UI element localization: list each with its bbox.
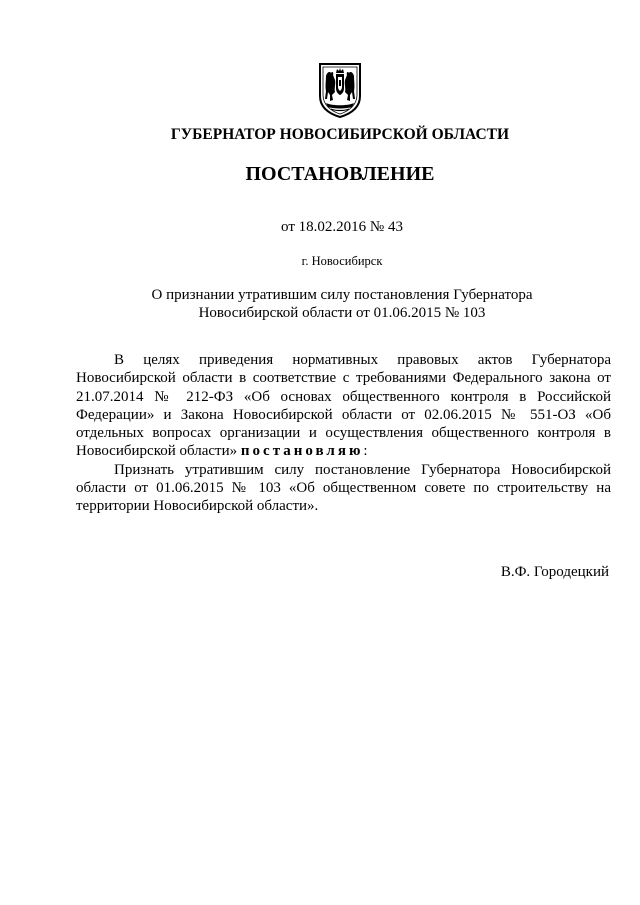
body-paragraph-1 bbox=[76, 351, 611, 461]
coat-of-arms-icon bbox=[317, 62, 363, 118]
document-type-heading: ПОСТАНОВЛЕНИЕ bbox=[245, 163, 435, 185]
subject-line-1: О признании утратившим силу постановления Губернатора bbox=[151, 287, 533, 303]
paragraph-1-text: В целях приведения нормативных правовых актов Губернатора Новосибирской области в соответствие с требованиями Федерального закона от 21.07.2014 № 212-ФЗ «Об основах общественного контроля в Российской Федерации» и Закона Новосибирской области от 02.06.2015 № 551-ОЗ «Об отдельных вопросах организации и осуществления общественного контроля в Новосибирской области» bbox=[76, 352, 611, 460]
resolution-keyword: постановляю bbox=[240, 443, 364, 460]
date-number-line: от 18.02.2016 № 43 bbox=[281, 219, 403, 235]
paragraph-1-end: : bbox=[363, 443, 368, 460]
city-line: г. Новосибирск bbox=[301, 254, 383, 268]
document-subject bbox=[0, 286, 640, 322]
governor-title: ГУБЕРНАТОР НОВОСИБИРСКОЙ ОБЛАСТИ bbox=[170, 126, 510, 143]
document-body bbox=[76, 351, 611, 516]
subject-line-2: Новосибирской области от 01.06.2015 № 103 bbox=[198, 305, 486, 321]
body-paragraph-2: Признать утратившим силу постановление Губернатора Новосибирской области от 01.06.2015 № 103 «Об общественном совете по строительству на территории Новосибирской области». bbox=[76, 461, 611, 515]
signature-name: В.Ф. Городецкий bbox=[500, 564, 609, 580]
